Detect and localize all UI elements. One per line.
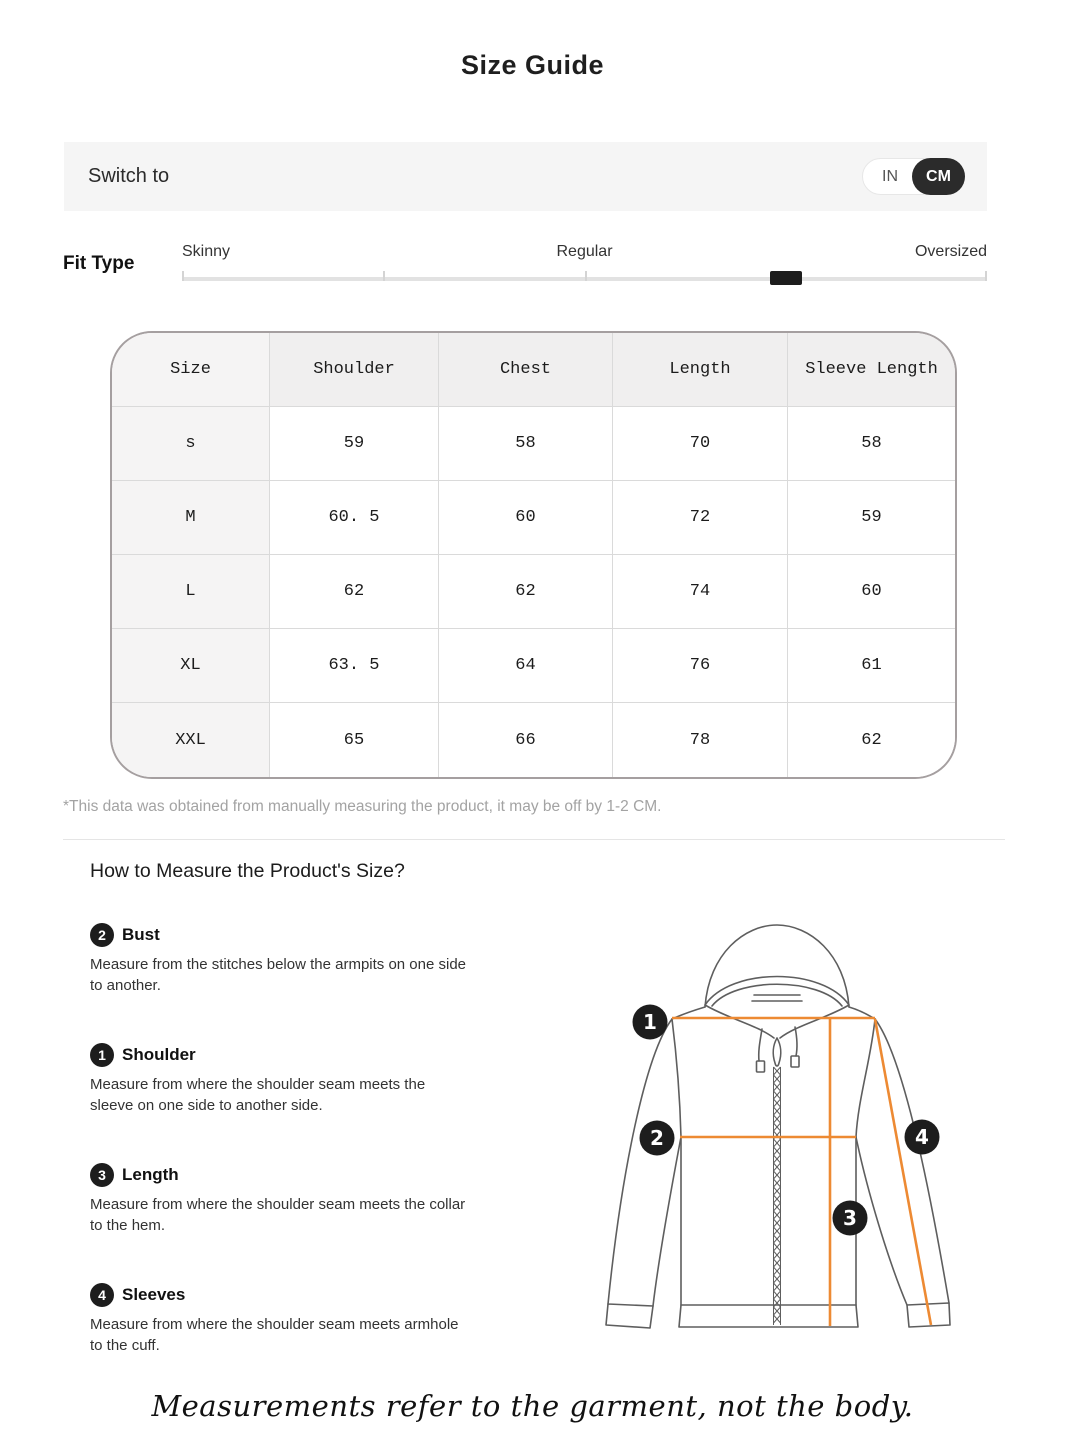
diagram-marker-2-label: 2 (650, 1126, 664, 1150)
cell-size: L (112, 555, 270, 629)
cell-length: 74 (613, 555, 788, 629)
step-description: Measure from where the shoulder seam meets armhole to the cuff. (90, 1316, 459, 1354)
table-footnote: *This data was obtained from manually measuring the product, it may be off by 1-2 CM. (63, 798, 662, 815)
step-4-badge-icon: 4 (90, 1283, 114, 1307)
cell-size: s (112, 407, 270, 481)
unit-option-in[interactable]: IN (882, 167, 898, 185)
measurement-lines (672, 1018, 931, 1326)
cell-sleeve: 61 (788, 629, 955, 703)
measure-step-length (90, 1163, 490, 1236)
fit-type-row (63, 241, 987, 293)
diagram-marker-3-label: 3 (843, 1206, 857, 1230)
col-header-shoulder: Shoulder (270, 333, 439, 407)
table-row (112, 629, 955, 703)
fit-type-slider[interactable] (182, 241, 987, 293)
fit-type-label: Fit Type (63, 253, 135, 274)
table-row (112, 703, 955, 777)
cell-sleeve: 59 (788, 481, 955, 555)
section-divider (63, 839, 1005, 840)
cell-size: XL (112, 629, 270, 703)
cell-sleeve: 58 (788, 407, 955, 481)
step-1-badge-icon: 1 (90, 1043, 114, 1067)
slider-tick (585, 271, 587, 281)
cell-shoulder: 62 (270, 555, 439, 629)
step-3-badge-icon: 3 (90, 1163, 114, 1187)
step-description: Measure from the stitches below the armpits on one side to another. (90, 956, 467, 994)
step-description: Measure from where the shoulder seam meets the sleeve on one side to another side. (90, 1076, 426, 1114)
diagram-marker-4-label: 4 (915, 1125, 929, 1149)
cell-shoulder: 59 (270, 407, 439, 481)
unit-switch-label: Switch to (88, 165, 170, 187)
cell-length: 78 (613, 703, 788, 777)
slider-handle[interactable] (770, 271, 802, 285)
hoodie-diagram (593, 915, 1013, 1355)
cell-chest: 64 (439, 629, 613, 703)
unit-toggle[interactable] (862, 158, 965, 195)
cell-length: 76 (613, 629, 788, 703)
step-label: Sleeves (122, 1285, 186, 1304)
col-header-length: Length (613, 333, 788, 407)
cell-chest: 62 (439, 555, 613, 629)
col-header-sleeve: Sleeve Length (788, 333, 955, 407)
unit-switch-bar (64, 142, 987, 211)
howto-heading: How to Measure the Product's Size? (90, 860, 405, 882)
step-2-badge-icon: 2 (90, 923, 114, 947)
col-header-size: Size (112, 333, 270, 407)
step-description: Measure from where the shoulder seam meets the collar to the hem. (90, 1196, 466, 1234)
cell-sleeve: 60 (788, 555, 955, 629)
sleeve-measure-line (875, 1019, 931, 1325)
cell-chest: 58 (439, 407, 613, 481)
slider-tick (182, 271, 184, 281)
fit-option-skinny: Skinny (182, 243, 231, 260)
cell-sleeve: 62 (788, 703, 955, 777)
slider-tick (383, 271, 385, 281)
cell-shoulder: 63. 5 (270, 629, 439, 703)
page-title: Size Guide (460, 50, 605, 80)
table-row (112, 555, 955, 629)
table-row (112, 407, 955, 481)
step-label: Bust (122, 925, 160, 944)
slider-tick (985, 271, 987, 281)
cell-chest: 60 (439, 481, 613, 555)
table-row (112, 481, 955, 555)
garment-disclaimer: Measurements refer to the garment, not the body. (151, 1389, 914, 1423)
unit-option-cm[interactable]: CM (912, 158, 965, 195)
col-header-chest: Chest (439, 333, 613, 407)
cell-chest: 66 (439, 703, 613, 777)
cell-size: XXL (112, 703, 270, 777)
cell-length: 72 (613, 481, 788, 555)
measure-step-bust (90, 923, 490, 996)
measure-step-shoulder (90, 1043, 490, 1116)
fit-option-oversized: Oversized (914, 243, 987, 260)
measure-section (0, 923, 1065, 1371)
cell-shoulder: 65 (270, 703, 439, 777)
step-label: Length (122, 1165, 179, 1184)
cell-shoulder: 60. 5 (270, 481, 439, 555)
diagram-marker-1-label: 1 (643, 1010, 657, 1034)
fit-option-regular: Regular (556, 243, 613, 260)
table-header-row (112, 333, 955, 407)
measure-step-sleeves (90, 1283, 490, 1356)
cell-length: 70 (613, 407, 788, 481)
size-table (110, 331, 957, 779)
step-label: Shoulder (122, 1045, 196, 1064)
cell-size: M (112, 481, 270, 555)
